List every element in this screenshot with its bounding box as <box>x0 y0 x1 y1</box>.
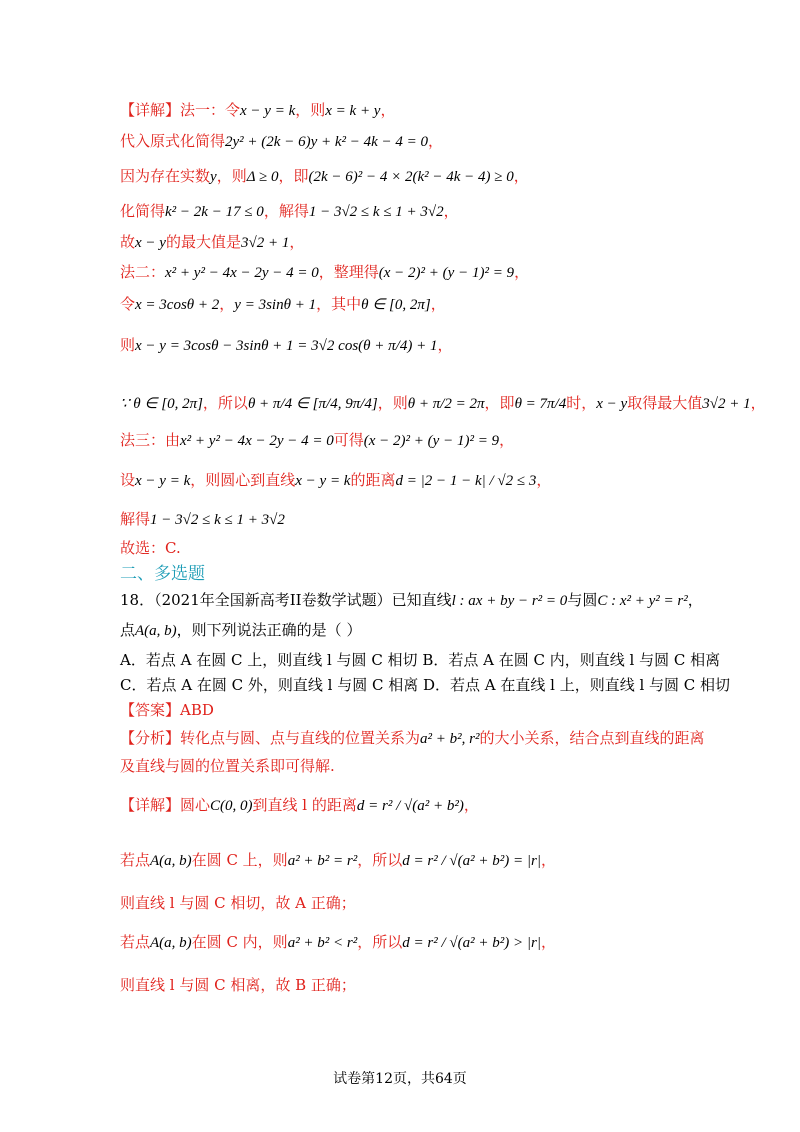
text-run: 化简得 <box>120 202 166 220</box>
text-run: ，则圆心到直线 <box>190 471 296 489</box>
text-line <box>120 232 304 253</box>
text-line <box>120 975 356 995</box>
text-run: ， <box>750 394 766 412</box>
math-expression: y = 3sinθ + 1 <box>234 297 317 313</box>
text-line <box>120 294 446 315</box>
text-run: 法三：由 <box>120 431 181 449</box>
text-line <box>120 728 704 749</box>
text-run: ，整理得 <box>318 263 379 281</box>
text-run: ，解得 <box>263 202 309 220</box>
math-expression: (x − 2)² + (y − 1)² = 9 <box>378 265 515 281</box>
text-line <box>120 590 703 611</box>
text-run: ，即 <box>484 394 515 412</box>
text-line <box>120 675 730 695</box>
math-expression: (2k − 6)² − 4 × 2(k² − 4k − 4) ≥ 0 <box>308 169 514 185</box>
text-run: ，则 <box>295 101 326 119</box>
text-line <box>120 509 285 530</box>
text-run: ， <box>430 295 446 313</box>
math-expression: 3√2 + 1 <box>702 396 751 412</box>
text-run: ， <box>499 431 515 449</box>
text-run: C．若点 A 在圆 C 外，则直线 l 与圆 C 相离 D．若点 A 在直线 l 上，则直线 l 与圆 C 相切 <box>120 676 731 694</box>
text-line <box>120 100 395 121</box>
math-expression: (x − 2)² + (y − 1)² = 9 <box>363 433 500 449</box>
math-expression: k² − 2k − 17 ≤ 0 <box>165 204 264 220</box>
text-line <box>120 932 556 953</box>
text-line <box>120 893 356 913</box>
text-run: 在圆 C 上，则 <box>191 851 288 869</box>
text-run: 时， <box>566 394 597 412</box>
text-run: ， <box>540 933 556 951</box>
text-line <box>120 393 766 414</box>
math-expression: x² + y² − 4x − 2y − 4 = 0 <box>165 265 319 281</box>
math-expression: A(a, b) <box>135 623 177 639</box>
text-line <box>120 620 361 641</box>
text-run: 【分析】转化点与圆、点与直线的位置关系为 <box>120 729 421 747</box>
text-line <box>120 201 459 222</box>
text-run: ，其中 <box>316 295 362 313</box>
text-run: 故 <box>120 233 136 251</box>
math-expression: x − y <box>135 235 166 251</box>
text-line <box>120 564 205 584</box>
text-line <box>120 650 720 670</box>
math-expression: x − y = 3cosθ − 3sinθ + 1 = 3√2 cos(θ + π/4) + 1 <box>135 338 438 354</box>
text-run: ， <box>289 233 305 251</box>
text-run: ， <box>514 263 530 281</box>
text-run: ，所以 <box>357 851 403 869</box>
text-run: 及直线与圆的位置关系即可得解. <box>120 757 335 775</box>
text-line <box>120 795 479 816</box>
text-run: 二、多选题 <box>120 564 205 584</box>
text-run: 故选：C. <box>120 539 181 557</box>
page-footer: 试卷第12页，共64页 <box>333 1071 467 1087</box>
text-line <box>120 335 452 356</box>
text-run: 若点 <box>120 851 151 869</box>
text-run: ， <box>380 101 396 119</box>
text-run: 18．（2021年全国新高考II卷数学试题）已知直线 <box>120 591 452 609</box>
math-expression: ∵ θ ∈ [0, 2π] <box>120 396 203 412</box>
math-expression: θ = 7π/4 <box>514 396 567 412</box>
text-run: ，所以 <box>202 394 248 412</box>
text-run: 取得最大值 <box>627 394 703 412</box>
math-expression: A(a, b) <box>150 935 192 951</box>
text-line <box>120 166 529 187</box>
math-expression: d = r² / √(a² + b²) > |r| <box>402 935 541 951</box>
text-line <box>120 131 443 152</box>
text-line <box>120 262 529 283</box>
text-run: ， <box>463 796 479 814</box>
math-expression: θ + π/4 ∈ [π/4, 9π/4] <box>247 396 378 412</box>
text-run: 令 <box>120 295 136 313</box>
text-run: 点 <box>120 621 136 639</box>
text-run: A．若点 A 在圆 C 上，则直线 l 与圆 C 相切 B．若点 A 在圆 C 内，则直线 l 与圆 C 相离 <box>120 651 721 669</box>
text-run: 解得 <box>120 510 151 528</box>
math-expression: 1 − 3√2 ≤ k ≤ 1 + 3√2 <box>308 204 444 220</box>
math-expression: d = |2 − 1 − k| / √2 ≤ 3 <box>395 473 537 489</box>
text-run: ， <box>443 202 459 220</box>
math-expression: θ ∈ [0, 2π] <box>361 297 431 313</box>
text-run: 的距离 <box>350 471 396 489</box>
math-expression: x = k + y <box>325 103 381 119</box>
math-expression: 3√2 + 1 <box>240 235 290 251</box>
math-expression: d = r² / √(a² + b²) = |r| <box>402 853 541 869</box>
math-expression: a² + b² < r² <box>287 935 358 951</box>
math-expression: a² + b², r² <box>420 731 480 747</box>
math-expression: y <box>210 169 217 185</box>
math-expression: C : x² + y² = r² <box>597 593 688 609</box>
text-run: 则 <box>120 336 136 354</box>
math-expression: C(0, 0) <box>210 798 253 814</box>
math-expression: A(a, b) <box>150 853 192 869</box>
math-expression: Δ ≥ 0 <box>246 169 279 185</box>
math-expression: x² + y² − 4x − 2y − 4 = 0 <box>180 433 334 449</box>
math-expression: 1 − 3√2 ≤ k ≤ 1 + 3√2 <box>150 512 285 528</box>
text-line <box>120 756 335 776</box>
text-run: ， <box>687 591 703 609</box>
math-expression: x − y = k <box>240 103 296 119</box>
text-run: 的大小关系，结合点到直线的距离 <box>479 729 705 747</box>
text-run: 法二： <box>120 263 166 281</box>
text-run: ，则 <box>377 394 408 412</box>
text-run: 【详解】圆心 <box>120 796 211 814</box>
text-run: 【详解】法一：令 <box>120 101 241 119</box>
text-run: 则直线 l 与圆 C 相切，故 A 正确； <box>120 894 356 912</box>
math-expression: x − y = k <box>135 473 191 489</box>
text-run: 因为存在实数 <box>120 167 211 185</box>
text-run: ， <box>437 336 453 354</box>
text-run: 的最大值是 <box>165 233 241 251</box>
text-run: 与圆 <box>567 591 598 609</box>
text-run: 代入原式化简得 <box>120 132 226 150</box>
math-expression: x − y <box>596 396 628 412</box>
text-run: ，即 <box>278 167 309 185</box>
math-expression: a² + b² = r² <box>287 853 358 869</box>
math-expression: 2y² + (2k − 6)y + k² − 4k − 4 = 0 <box>225 134 429 150</box>
math-expression: d = r² / √(a² + b²) <box>356 798 464 814</box>
text-run: ，所以 <box>357 933 403 951</box>
text-run: ， <box>536 471 552 489</box>
text-line <box>120 430 514 451</box>
text-run: ， <box>428 132 444 150</box>
math-expression: x − y = k <box>295 473 351 489</box>
math-expression: l : ax + by − r² = 0 <box>451 593 568 609</box>
text-line <box>120 850 556 871</box>
text-line <box>120 700 214 720</box>
text-run: ，则下列说法正确的是（ ） <box>176 621 362 639</box>
text-run: 可得 <box>333 431 364 449</box>
text-line <box>120 470 551 491</box>
text-run: ，则 <box>216 167 247 185</box>
text-run: ， <box>513 167 529 185</box>
text-run: 设 <box>120 471 136 489</box>
text-run: 在圆 C 内，则 <box>191 933 288 951</box>
text-line <box>120 538 181 558</box>
text-run: 【答案】ABD <box>120 701 214 719</box>
text-run: 则直线 l 与圆 C 相离，故 B 正确； <box>120 976 356 994</box>
text-run: ， <box>540 851 556 869</box>
text-run: ， <box>219 295 235 313</box>
math-expression: x = 3cosθ + 2 <box>135 297 220 313</box>
text-run: 到直线 l 的距离 <box>252 796 357 814</box>
math-expression: θ + π/2 = 2π <box>407 396 485 412</box>
text-run: 若点 <box>120 933 151 951</box>
